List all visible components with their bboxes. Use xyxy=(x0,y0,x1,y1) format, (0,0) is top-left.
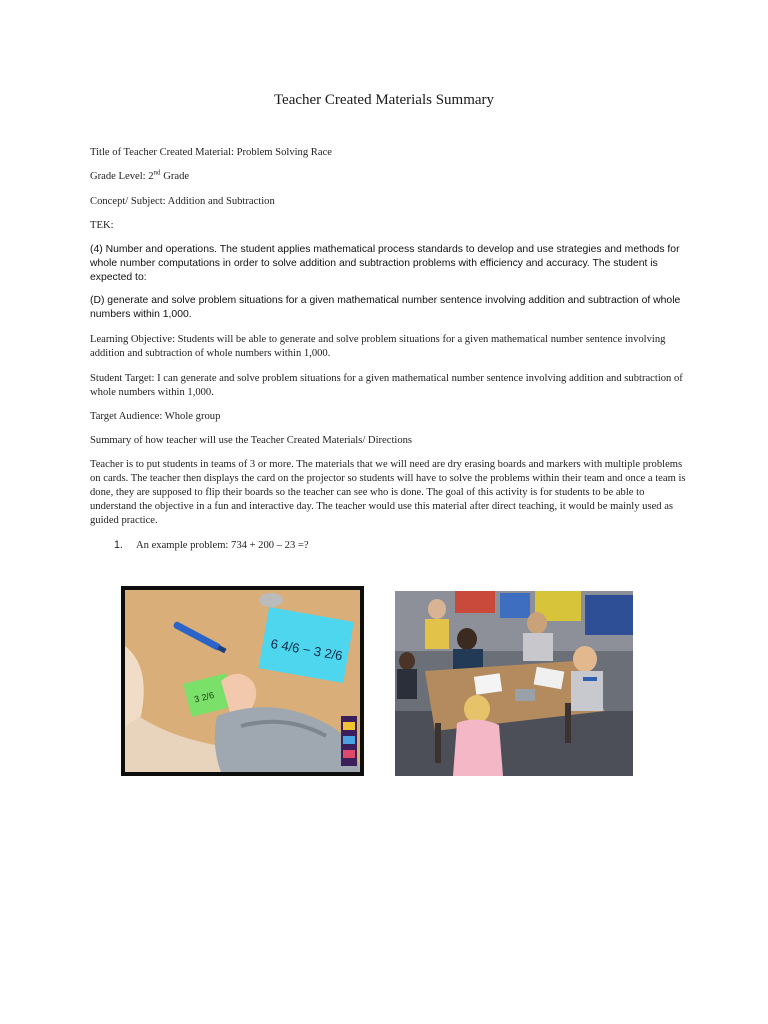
blue-card-text: 6 4/6 − 3 2/6 xyxy=(269,635,344,664)
learning-objective: Learning Objective: Students will be able to generate and solve problem situations for a given mathematical number sentence involving addition and subtraction of whole numbers within 1,000. xyxy=(90,334,666,359)
student-target: Student Target: I can generate and solve problem situations for a given mathematical number sentence involving addition and subtraction of whole numbers within 1,000. xyxy=(90,373,683,398)
grade-level-suffix: Grade xyxy=(160,171,190,182)
example-list-item xyxy=(114,539,309,551)
grade-level-line xyxy=(90,170,690,184)
concept-line: Concept/ Subject: Addition and Subtraction xyxy=(90,196,275,207)
photo-desk-cards-illustration xyxy=(121,586,364,776)
photo-classroom-group xyxy=(395,591,633,776)
summary-heading: Summary of how teacher will use the Teacher Created Materials/ Directions xyxy=(90,435,413,446)
list-number: 1. xyxy=(114,539,123,551)
tek-d-paragraph: (D) generate and solve problem situations for a given mathematical number sentence involving addition and subtraction of whole numbers within 1,000. xyxy=(90,295,681,320)
green-card-text: 3 2/6 xyxy=(193,689,216,705)
tek-paragraph: (4) Number and operations. The student applies mathematical process standards to develop and use strategies and methods for whole number computations in order to solve addition and subtraction problems with efficiency and accuracy. The student is expected to: xyxy=(90,244,680,283)
material-title-line: Title of Teacher Created Material: Problem Solving Race xyxy=(90,147,332,158)
grade-level-sup: nd xyxy=(153,168,161,177)
example-problem: An example problem: 734 + 200 – 23 =? xyxy=(136,540,309,551)
target-audience: Target Audience: Whole group xyxy=(90,411,221,422)
page-title: Teacher Created Materials Summary xyxy=(273,92,495,108)
grade-level-prefix: Grade Level: 2 xyxy=(90,171,154,182)
summary-paragraph: Teacher is to put students in teams of 3 or more. The materials that we will need are dry erasing boards and markers with multiple problems on cards. The teacher then displays the card on the projector so students will have to solve the problems within their team and once a team is done, they are supposed to flip their boards so the teacher can see who is done. The goal of this activity is for students to be able to understand the objective in a fun and interactive day. The teacher would use this material after direct teaching, it would be mainly used as guided practice. xyxy=(90,459,686,526)
photo-desk-cards xyxy=(121,586,364,776)
tek-label: TEK: xyxy=(90,220,114,231)
photo-classroom-illustration xyxy=(395,591,633,776)
